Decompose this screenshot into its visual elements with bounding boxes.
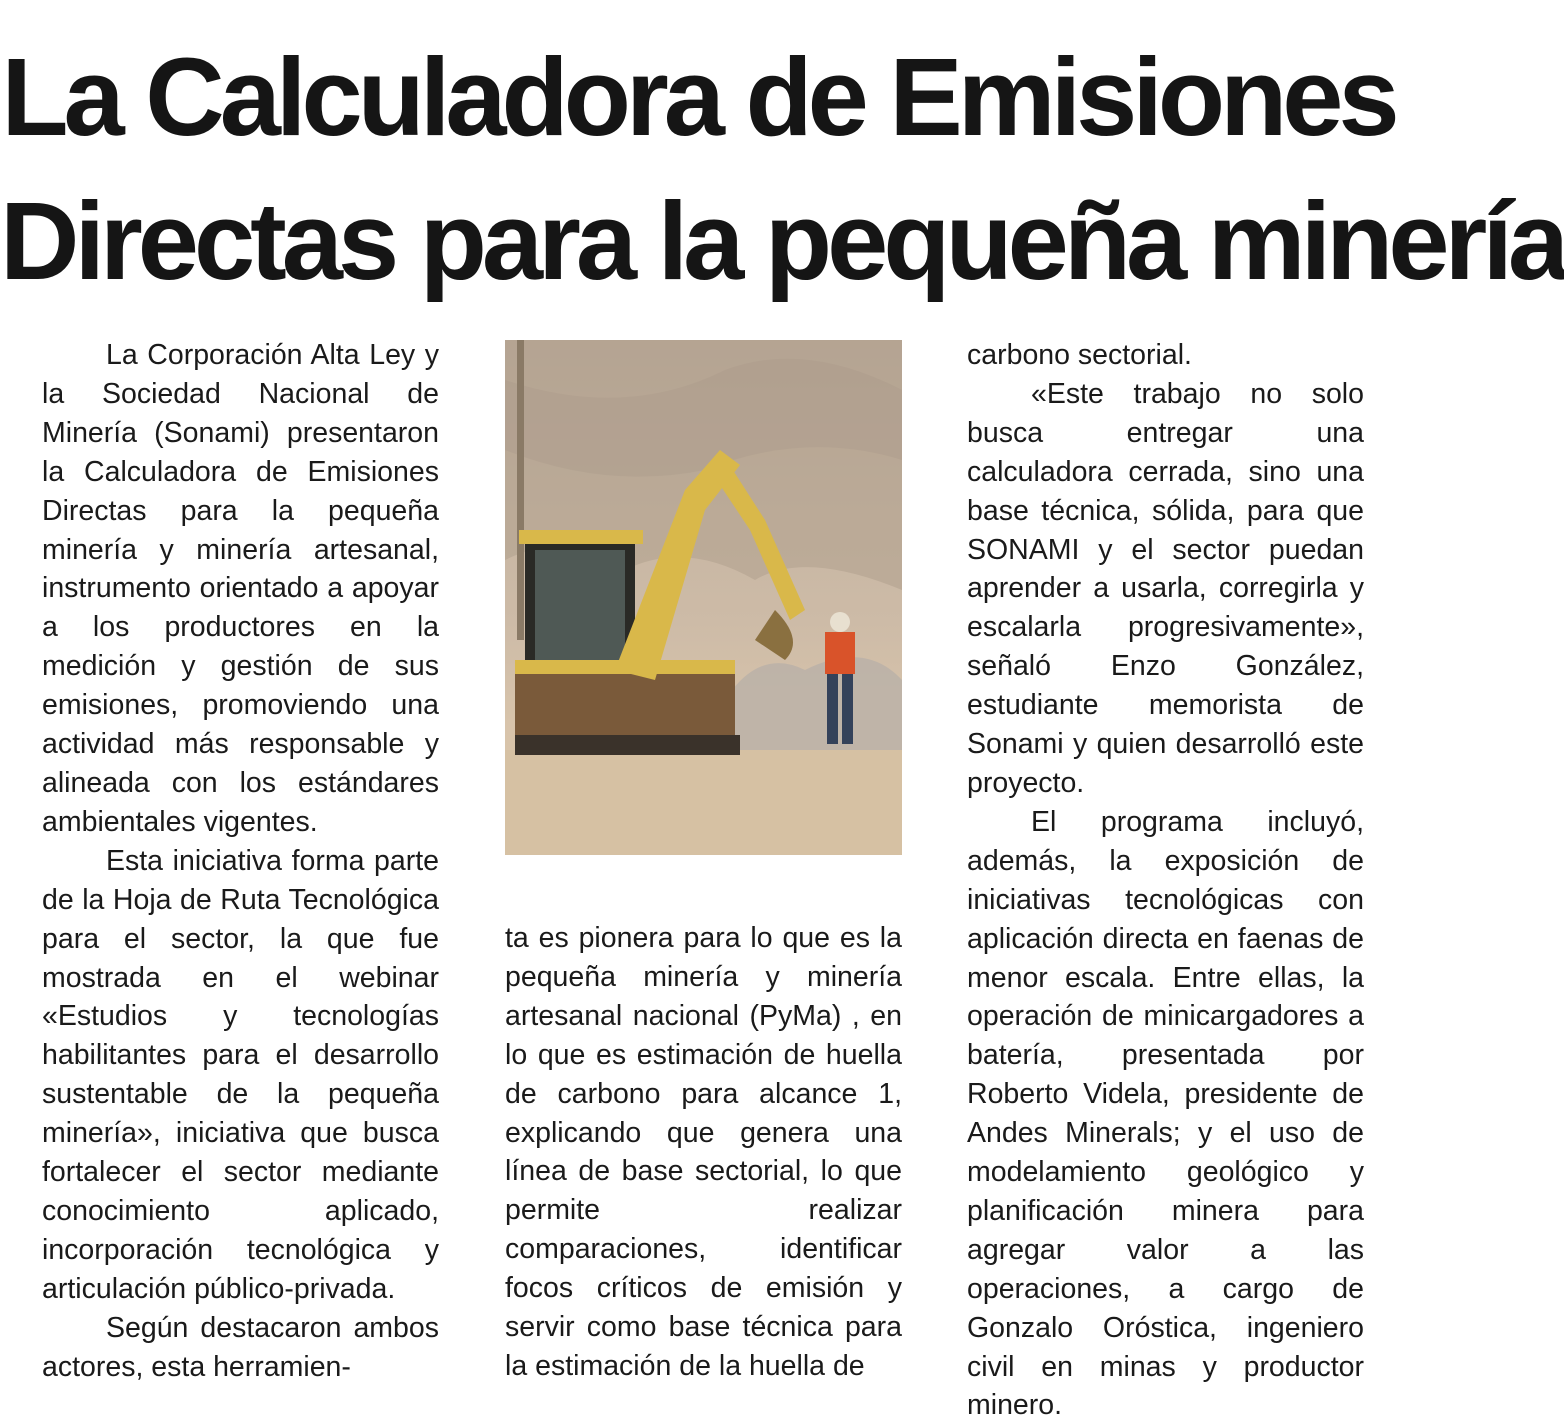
article-column-2 <box>505 919 902 1386</box>
paragraph-initiative: Esta iniciativa forma parte de la Hoja de Ruta Tecnológica para el sector, la que fue mostrada en el webinar «Estudios y tecnologías habilitantes para el desarrollo sustentable de la pequeña minería», iniciativa que busca fortalecer el sector mediante conocimiento aplicado, incorporación tecnológica y articulación público-privada. <box>42 844 439 1305</box>
paragraph-actors: Según destacaron ambos actores, esta herramien- <box>42 1311 439 1383</box>
article-column-1 <box>42 336 439 1386</box>
backhoe-excavator-photo <box>505 340 902 855</box>
headline-line-1: La Calculadora de Emisiones <box>1 36 1395 159</box>
article-column-3 <box>967 336 1364 1425</box>
paragraph-quote: «Este trabajo no solo busca entregar una calculadora cerrada, sino una base técnica, sólida, para que SONAMI y el sector puedan aprender a usarla, corregirla y escalarla progresivamente», señaló Enzo González, estudiante memorista de Sonami y quien desarrolló este proyecto. <box>967 377 1364 799</box>
paragraph-program: El programa incluyó, además, la exposición de iniciativas tecnológicas con aplicación directa en faenas de menor escala. Entre ellas, la operación de minicargadores a batería, presentada por Roberto Videla, presidente de Andes Minerals; y el uso de modelamiento geológico y planificación minera para agregar valor a las operaciones, a cargo de Gonzalo Oróstica, ingeniero civil en minas y productor minero. <box>967 805 1364 1422</box>
excavator-illustration-icon <box>505 340 902 855</box>
paragraph-intro: La Corporación Alta Ley y la Sociedad Nacional de Minería (Sonami) presentaron la Calculadora de Emisiones Directas para la pequeña minería y minería artesanal, instrumento orientado a apoyar a los productores en la medición y gestión de sus emisiones, promoviendo una actividad más responsable y alineada con los estándares ambientales vigentes. <box>42 339 439 838</box>
paragraph-continuation: carbono sectorial. <box>967 339 1192 371</box>
headline-line-2: Directas para la pequeña minería <box>0 180 1564 303</box>
paragraph-tool-description: ta es pionera para lo que es la pequeña minería y minería artesanal nacional (PyMa) , en lo que es estimación de huella de carbono para alcance 1, explicando que genera una línea de base sectorial, lo que permite realizar comparaciones, identificar focos críticos de emisión y servir como base técnica para la estimación de la huella de <box>505 922 902 1382</box>
